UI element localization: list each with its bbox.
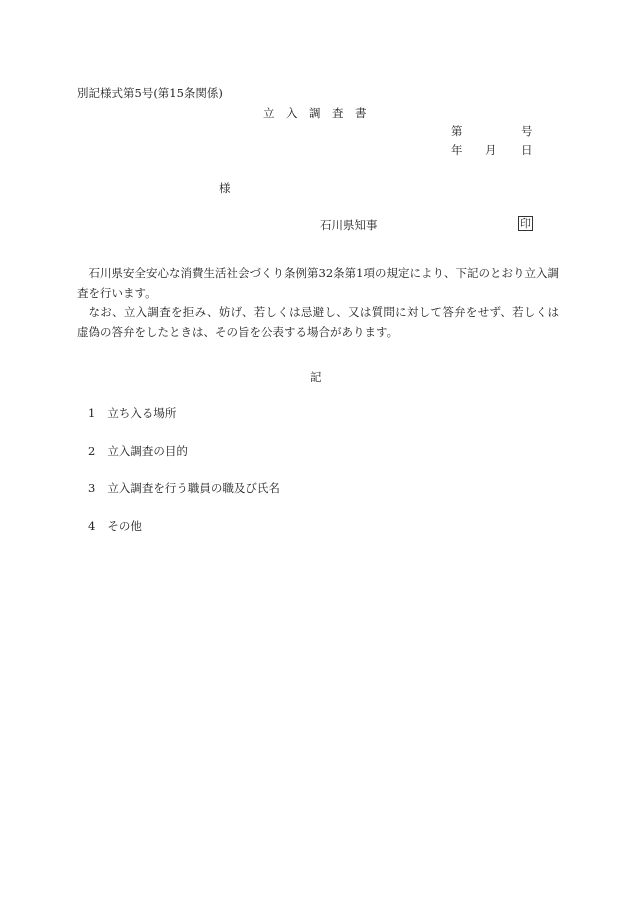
item-number: 4 (88, 519, 96, 533)
item-number: 1 (88, 406, 96, 420)
item-text: その他 (107, 519, 142, 533)
list-item (88, 481, 280, 495)
paragraph-1: 石川県安全安心な消費生活社会づくり条例第32条第1項の規定により、下記のとおり立入調査を行います。 (77, 266, 559, 300)
list-item (88, 444, 188, 458)
addressee-suffix: 様 (219, 181, 231, 195)
list-item (88, 406, 176, 420)
document-number-suffix: 号 (521, 124, 533, 138)
item-number: 2 (88, 444, 96, 458)
body-text (77, 264, 559, 342)
issuer-name: 石川県知事 (320, 218, 378, 232)
date-day: 日 (521, 143, 533, 157)
seal-mark: 印 (520, 217, 531, 230)
form-label: 別記様式第5号(第15条関係) (77, 86, 223, 100)
item-text: 立入調査を行う職員の職及び氏名 (107, 481, 280, 495)
item-number: 3 (88, 481, 96, 495)
document-title: 立 入 調 査 書 (263, 106, 367, 120)
document-number-prefix: 第 (451, 124, 463, 138)
date-month: 月 (485, 143, 497, 157)
ki-heading: 記 (310, 370, 322, 384)
item-text: 立入調査の目的 (107, 444, 188, 458)
date-year: 年 (451, 143, 463, 157)
list-item (88, 519, 142, 533)
paragraph-2: なお、立入調査を拒み、妨げ、若しくは忌避し、又は質問に対して答弁をせず、若しくは虚偽の答弁をしたときは、その旨を公表する場合があります。 (77, 305, 559, 339)
item-text: 立ち入る場所 (107, 406, 177, 420)
